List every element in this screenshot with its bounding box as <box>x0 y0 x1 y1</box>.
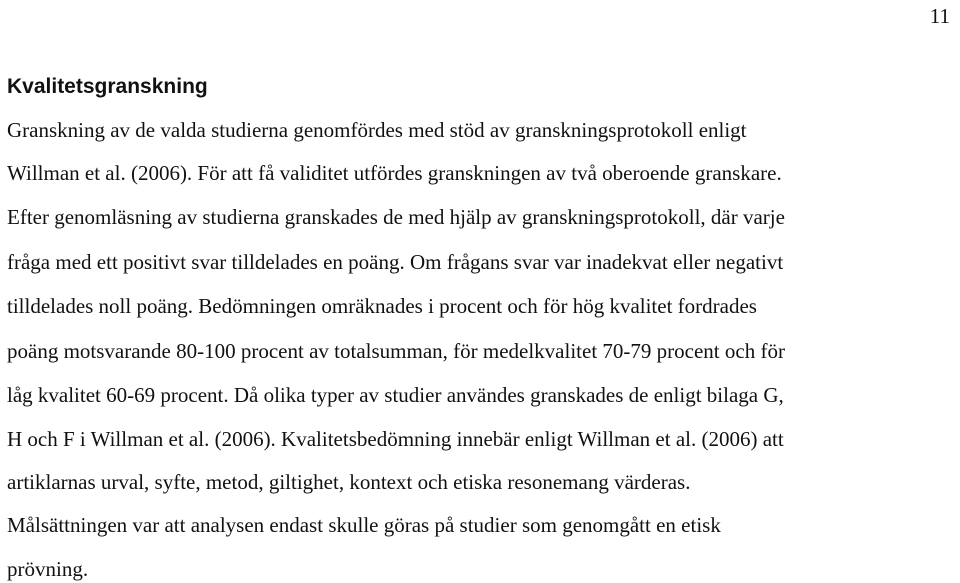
paragraph-line: poäng motsvarande 80-100 procent av totalsumman, för medelkvalitet 70-79 procent och för <box>7 339 785 363</box>
paragraph-line: Granskning av de valda studierna genomfördes med stöd av granskningsprotokoll enligt <box>7 118 747 142</box>
paragraph-line: Efter genomläsning av studierna granskades de med hjälp av granskningsprotokoll, där varje <box>7 205 785 229</box>
page-number: 11 <box>929 4 950 28</box>
paragraph-line: Willman et al. (2006). För att få validitet utfördes granskningen av två oberoende granskare. <box>7 161 782 185</box>
paragraph-line: H och F i Willman et al. (2006). Kvalitetsbedömning innebär enligt Willman et al. (2006) att <box>7 427 784 451</box>
paragraph-line: tilldelades noll poäng. Bedömningen omräknades i procent och för hög kvalitet fordrades <box>7 294 757 318</box>
paragraph-line: fråga med ett positivt svar tilldelades en poäng. Om frågans svar var inadekvat eller negativt <box>7 250 784 274</box>
paragraph-line: låg kvalitet 60-69 procent. Då olika typer av studier användes granskades de enligt bilaga G, <box>7 383 784 407</box>
section-heading: Kvalitetsgranskning <box>7 75 208 98</box>
paragraph-line: Målsättningen var att analysen endast skulle göras på studier som genomgått en etisk <box>7 513 721 537</box>
paragraph-line: artiklarnas urval, syfte, metod, giltighet, kontext och etiska resonemang värderas. <box>7 470 691 494</box>
paragraph-line: prövning. <box>7 557 89 581</box>
